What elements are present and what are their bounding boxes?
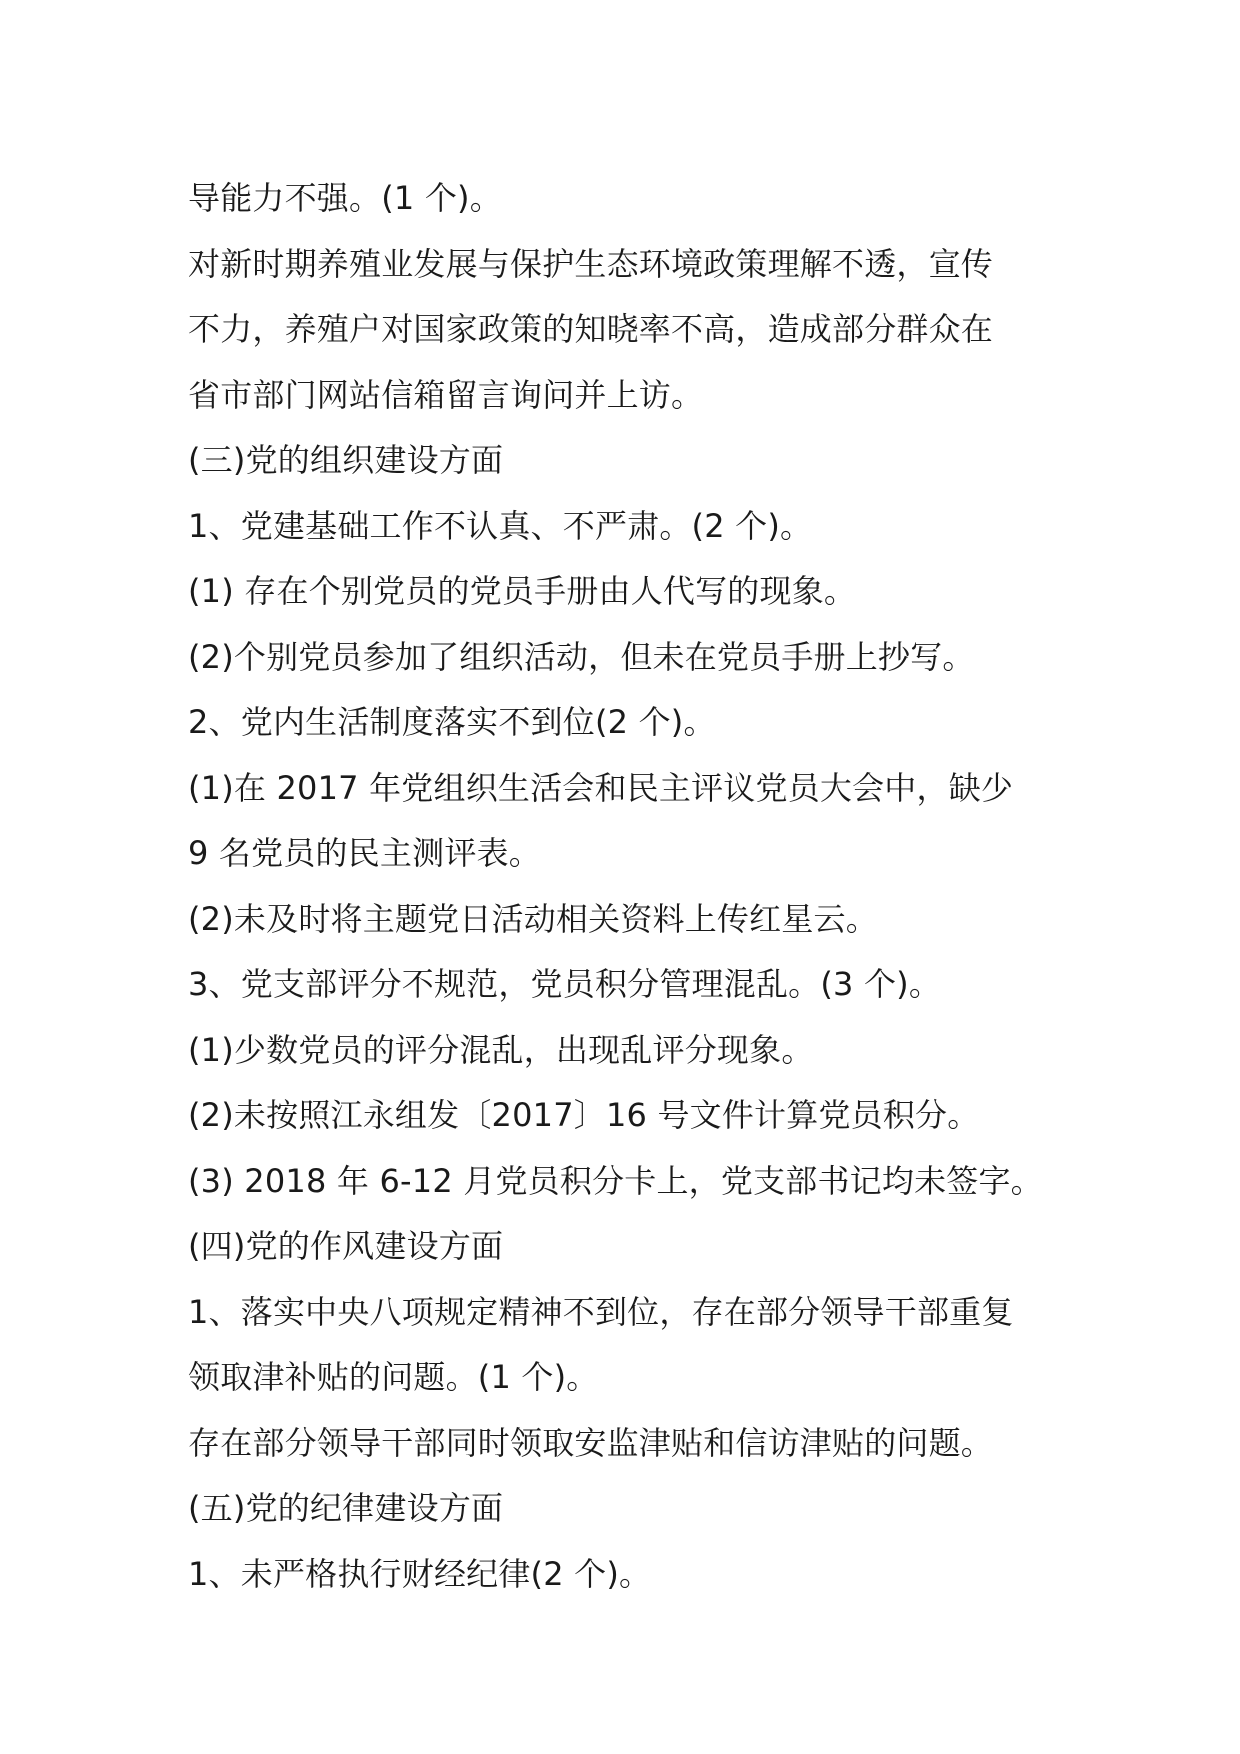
text-line: 对新时期养殖业发展与保护生态环境政策理解不透，宣传 [188,244,994,283]
text-line: 存在部分领导干部同时领取安监津贴和信访津贴的问题。 [188,1423,994,1462]
section-heading: (四)党的作风建设方面 [188,1227,504,1265]
item-heading: 2、党内生活制度落实不到位(2 个)。 [188,703,716,741]
section-heading: (五)党的纪律建设方面 [188,1489,504,1527]
text-line: 9 名党员的民主测评表。 [188,834,541,872]
text-line: (1)在 2017 年党组织生活会和民主评议党员大会中，缺少 [188,768,1014,807]
text-line: 导能力不强。(1 个)。 [188,179,502,217]
item-heading: 3、党支部评分不规范，党员积分管理混乱。(3 个)。 [188,965,942,1003]
text-line: (2)未及时将主题党日活动相关资料上传红星云。 [188,899,878,938]
text-line: (2)个别党员参加了组织活动，但未在党员手册上抄写。 [188,637,975,676]
text-line: (1) 存在个别党员的党员手册由人代写的现象。 [188,572,857,610]
text-line: (2)未按照江永组发〔2017〕16 号文件计算党员积分。 [188,1096,980,1134]
text-line: (3) 2018 年 6-12 月党员积分卡上，党支部书记均未签字。 [188,1161,1043,1200]
section-heading: (三)党的组织建设方面 [188,441,504,479]
text-line: 省市部门网站信箱留言询问并上访。 [188,375,704,414]
document-body [188,166,1068,1607]
item-heading: 1、未严格执行财经纪律(2 个)。 [188,1554,652,1593]
text-line: (1)少数党员的评分混乱，出现乱评分现象。 [188,1030,814,1069]
item-heading: 1、党建基础工作不认真、不严肃。(2 个)。 [188,506,813,545]
item-heading: 1、落实中央八项规定精神不到位，存在部分领导干部重复 [188,1292,1014,1331]
text-line: 不力，养殖户对国家政策的知晓率不高，造成部分群众在 [188,310,994,348]
text-line: 领取津补贴的问题。(1 个)。 [188,1358,599,1396]
